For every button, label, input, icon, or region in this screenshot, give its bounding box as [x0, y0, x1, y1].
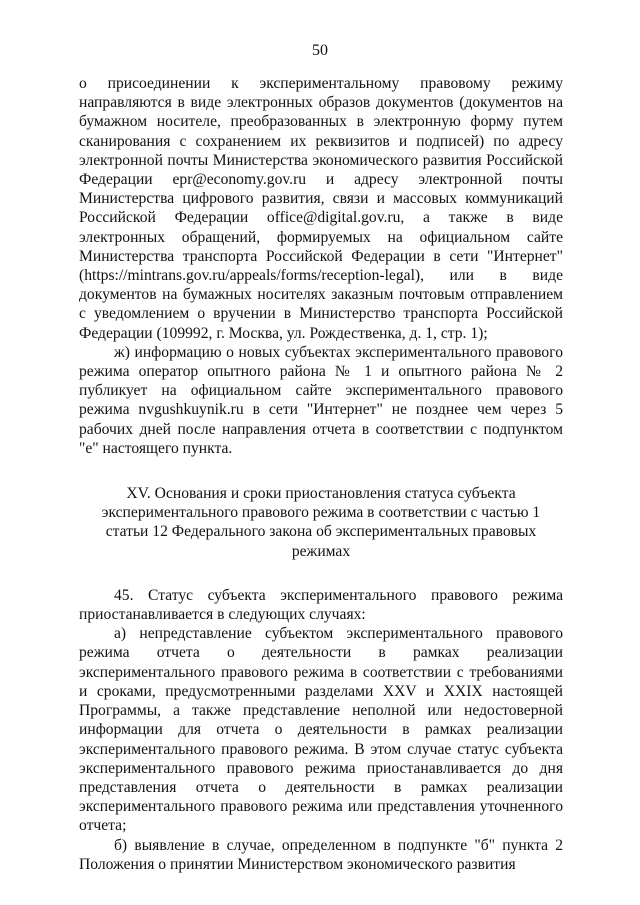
paragraph-continuation: о присоединении к экспериментальному правовому режиму направляются в виде электронных образов документов (документов на бумажном носителе, преобразованных в электронную форму путем сканирования с сохранением их реквизитов и подписей) по адресу электронной почты Министерства экономического развития Российской Федерации epr@economy.gov.ru и адресу электронной почты Министерства цифрового развития, связи и массовых коммуникаций Российской Федерации office@digital.gov.ru, а также в виде электронных обращений, формируемых на официальном сайте Министерства транспорта Российской Федерации в сети "Интернет" (https://mintrans.gov.ru/appeals/forms/reception-legal), или в виде документов на бумажных носителях заказным почтовым отправлением с уведомлением о вручении в Министерство транспорта Российской Федерации (109992, г. Москва, ул. Рождественка, д. 1, стр. 1); — [79, 75, 563, 342]
paragraph-item-a: а) непредставление субъектом экспериментального правового режима отчета о деятельности в рамках реализации экспериментального правового режима в соответствии с требованиями и сроками, предусмотренными разделами XXV и XXIX настоящей Программы, а также представление неполной или недостоверной информации для отчета о деятельности в рамках реализации экспериментального правового режима. В этом случае статус субъекта экспериментального правового режима приостанавливается до дня представления отчета о деятельности в рамках реализации экспериментального правового режима или представления уточненного отчета; — [79, 625, 563, 835]
section-heading — [79, 484, 563, 561]
paragraph-item-b: б) выявление в случае, определенном в подпункте "б" пункта 2 Положения о принятии Министерством экономического развития — [79, 836, 563, 873]
section-heading-line: статьи 12 Федерального закона об экспериментальных правовых режимах — [105, 523, 537, 560]
section-heading-line: экспериментального правового режима в соответствии с частью 1 — [101, 504, 541, 522]
paragraph-item-45: 45. Статус субъекта экспериментального правового режима приостанавливается в следующих случаях: — [79, 586, 563, 624]
paragraph-item-zh: ж) информацию о новых субъектах экспериментального правового режима оператор опытного района № 1 и опытного района № 2 публикует на официальном сайте экспериментального правового режима nvgushkuynik.ru в сети "Интернет" не позднее чем через 5 рабочих дней после направления отчета в соответствии с подпунктом "е" настоящего пункта. — [79, 343, 563, 457]
document-body — [79, 74, 563, 874]
page-number: 50 — [312, 42, 328, 59]
section-heading-line: XV. Основания и сроки приостановления статуса субъекта — [126, 485, 516, 503]
